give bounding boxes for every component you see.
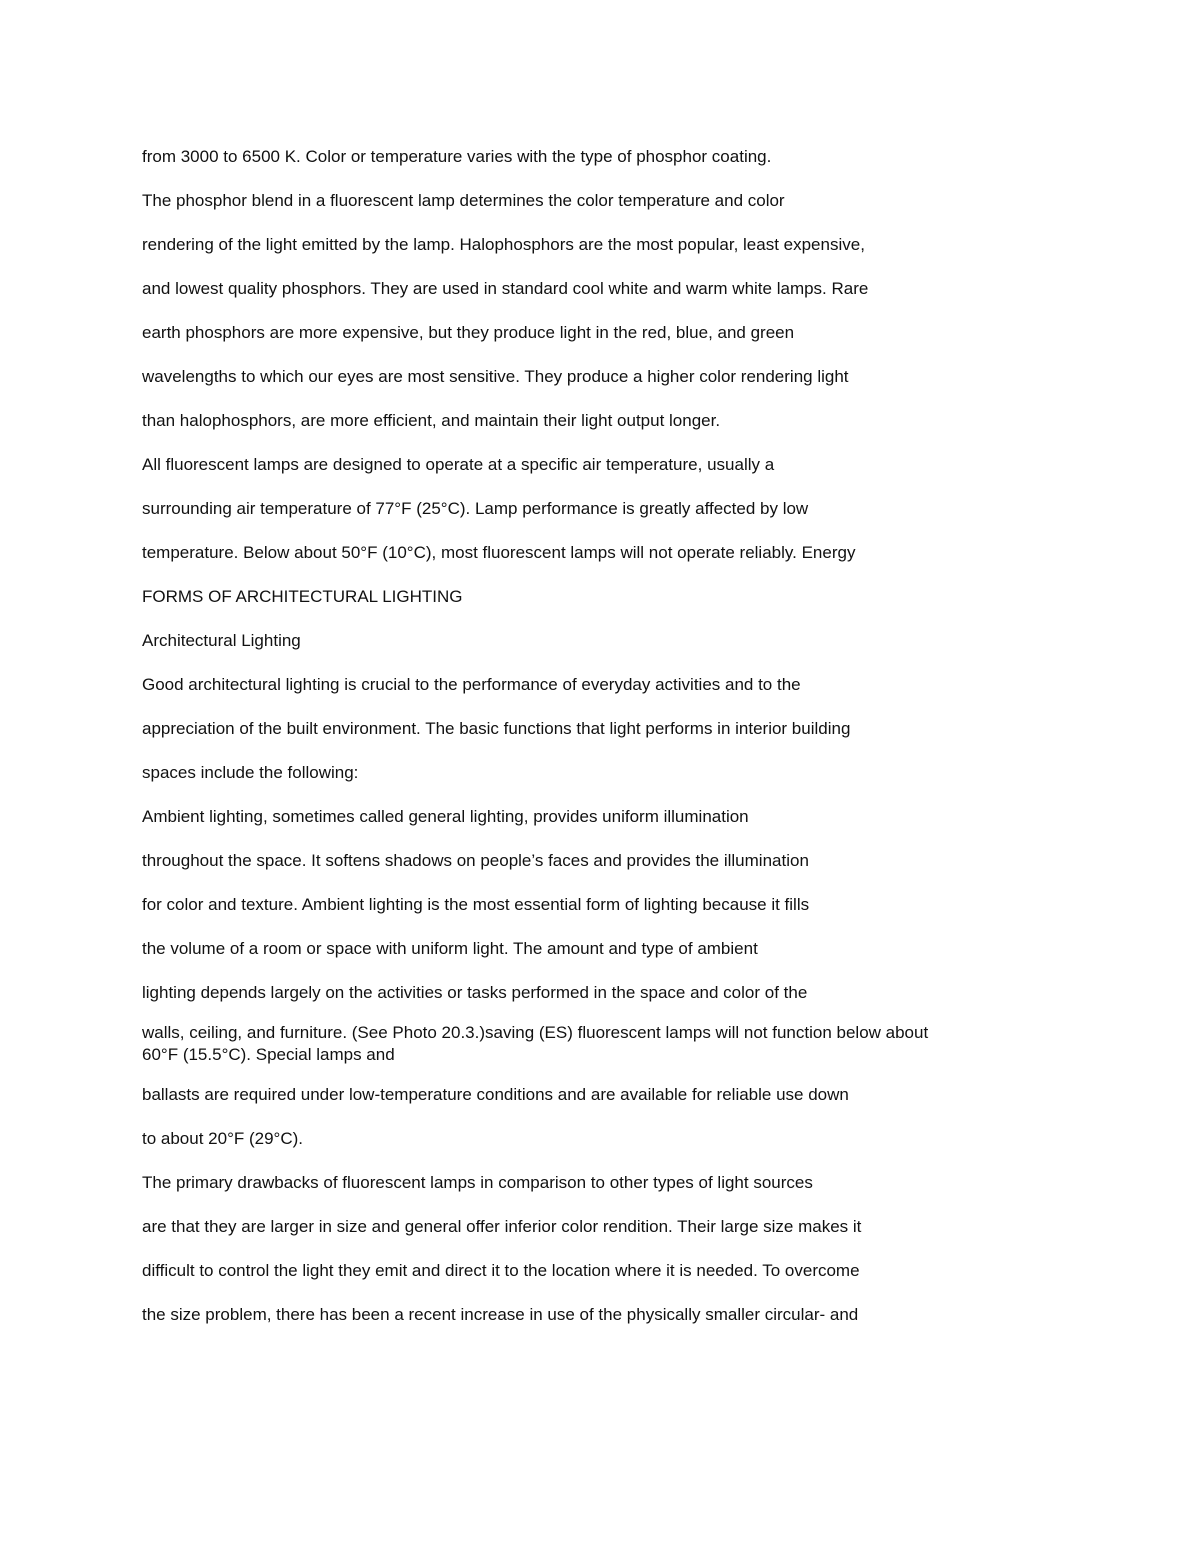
paragraph-line: temperature. Below about 50°F (10°C), most fluorescent lamps will not operate reliably. Energy (142, 543, 856, 562)
paragraph-line: walls, ceiling, and furniture. (See Photo 20.3.)saving (ES) fluorescent lamps will not function below about (142, 1023, 929, 1042)
section-heading: FORMS OF ARCHITECTURAL LIGHTING (142, 587, 463, 606)
paragraph-line: Good architectural lighting is crucial to the performance of everyday activities and to the (142, 675, 801, 694)
paragraph-line: Ambient lighting, sometimes called general lighting, provides uniform illumination (142, 807, 749, 826)
paragraph-line: ballasts are required under low-temperature conditions and are available for reliable use down (142, 1085, 849, 1104)
paragraph-line: 60°F (15.5°C). Special lamps and (142, 1045, 395, 1064)
document-body (142, 142, 1082, 1344)
subsection-heading: Architectural Lighting (142, 631, 301, 650)
paragraph-line: lighting depends largely on the activities or tasks performed in the space and color of the (142, 983, 808, 1002)
paragraph-line: are that they are larger in size and general offer inferior color rendition. Their large size makes it (142, 1217, 862, 1236)
paragraph-line: wavelengths to which our eyes are most sensitive. They produce a higher color rendering light (142, 367, 849, 386)
paragraph-line: throughout the space. It softens shadows on people’s faces and provides the illumination (142, 851, 809, 870)
paragraph-line: to about 20°F (29°C). (142, 1129, 304, 1148)
paragraph-line: appreciation of the built environment. The basic functions that light performs in interior building (142, 719, 851, 738)
paragraph-line: All fluorescent lamps are designed to operate at a specific air temperature, usually a (142, 455, 775, 474)
paragraph-line: the volume of a room or space with uniform light. The amount and type of ambient (142, 939, 758, 958)
paragraph-line: spaces include the following: (142, 763, 359, 782)
paragraph-line: the size problem, there has been a recent increase in use of the physically smaller circular- and (142, 1305, 859, 1324)
paragraph-line: from 3000 to 6500 K. Color or temperature varies with the type of phosphor coating. (142, 147, 772, 166)
paragraph-line: for color and texture. Ambient lighting is the most essential form of lighting because it fills (142, 895, 810, 914)
paragraph-line: surrounding air temperature of 77°F (25°C). Lamp performance is greatly affected by low (142, 499, 809, 518)
paragraph-line: difficult to control the light they emit and direct it to the location where it is needed. To overcome (142, 1261, 860, 1280)
paragraph-line: The primary drawbacks of fluorescent lamps in comparison to other types of light sources (142, 1173, 813, 1192)
paragraph-line: rendering of the light emitted by the lamp. Halophosphors are the most popular, least expensive, (142, 235, 865, 254)
paragraph-line: and lowest quality phosphors. They are used in standard cool white and warm white lamps. Rare (142, 279, 869, 298)
paragraph-line: The phosphor blend in a fluorescent lamp determines the color temperature and color (142, 191, 785, 210)
paragraph-line: earth phosphors are more expensive, but they produce light in the red, blue, and green (142, 323, 795, 342)
paragraph-line: than halophosphors, are more efficient, and maintain their light output longer. (142, 411, 721, 430)
